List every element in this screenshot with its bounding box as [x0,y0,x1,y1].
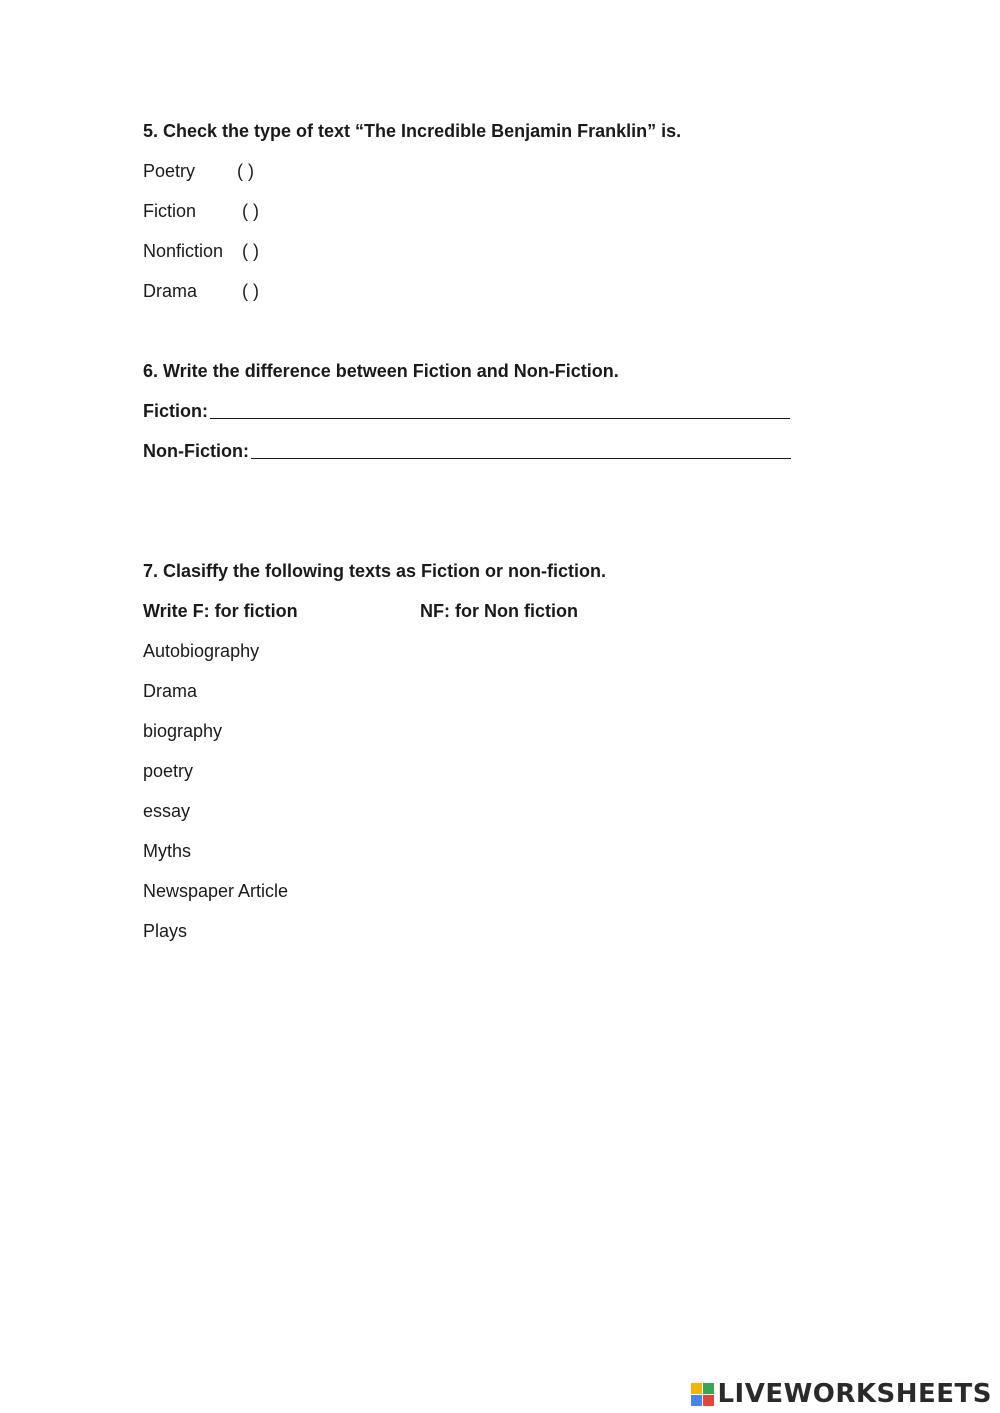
option-label: Poetry [143,161,196,181]
nonfiction-label: Non-Fiction: [143,441,249,461]
question-6-text: 6. Write the difference between Fiction and Non-Fiction. [143,361,619,381]
fiction-answer-line[interactable] [210,418,790,419]
check-box-poetry[interactable]: ( ) [237,161,254,181]
list-item: Plays [143,921,188,941]
option-label: Fiction [143,201,197,221]
list-item: Drama [143,681,198,701]
instruction-fiction: Write F: for fiction [143,601,298,621]
list-item: biography [143,721,223,741]
fiction-label: Fiction: [143,401,208,421]
list-item: Autobiography [143,641,260,661]
question-5-text: 5. Check the type of text “The Incredible Benjamin Franklin” is. [143,121,682,141]
logo-text: LIVEWORKSHEETS [717,1379,992,1409]
check-box-nonfiction[interactable]: ( ) [242,241,259,261]
nonfiction-answer-line[interactable] [251,458,791,459]
option-label: Nonfiction [143,241,224,261]
list-item: Newspaper Article [143,881,289,901]
instruction-nonfiction: NF: for Non fiction [420,601,578,621]
liveworksheets-logo [691,1379,992,1409]
list-item: essay [143,801,191,821]
logo-mark-icon [691,1383,714,1406]
check-box-drama[interactable]: ( ) [242,281,259,301]
question-7-text: 7. Clasiffy the following texts as Fiction or non-fiction. [143,561,607,581]
check-box-fiction[interactable]: ( ) [242,201,259,221]
list-item: Myths [143,841,192,861]
option-label: Drama [143,281,198,301]
list-item: poetry [143,761,194,781]
